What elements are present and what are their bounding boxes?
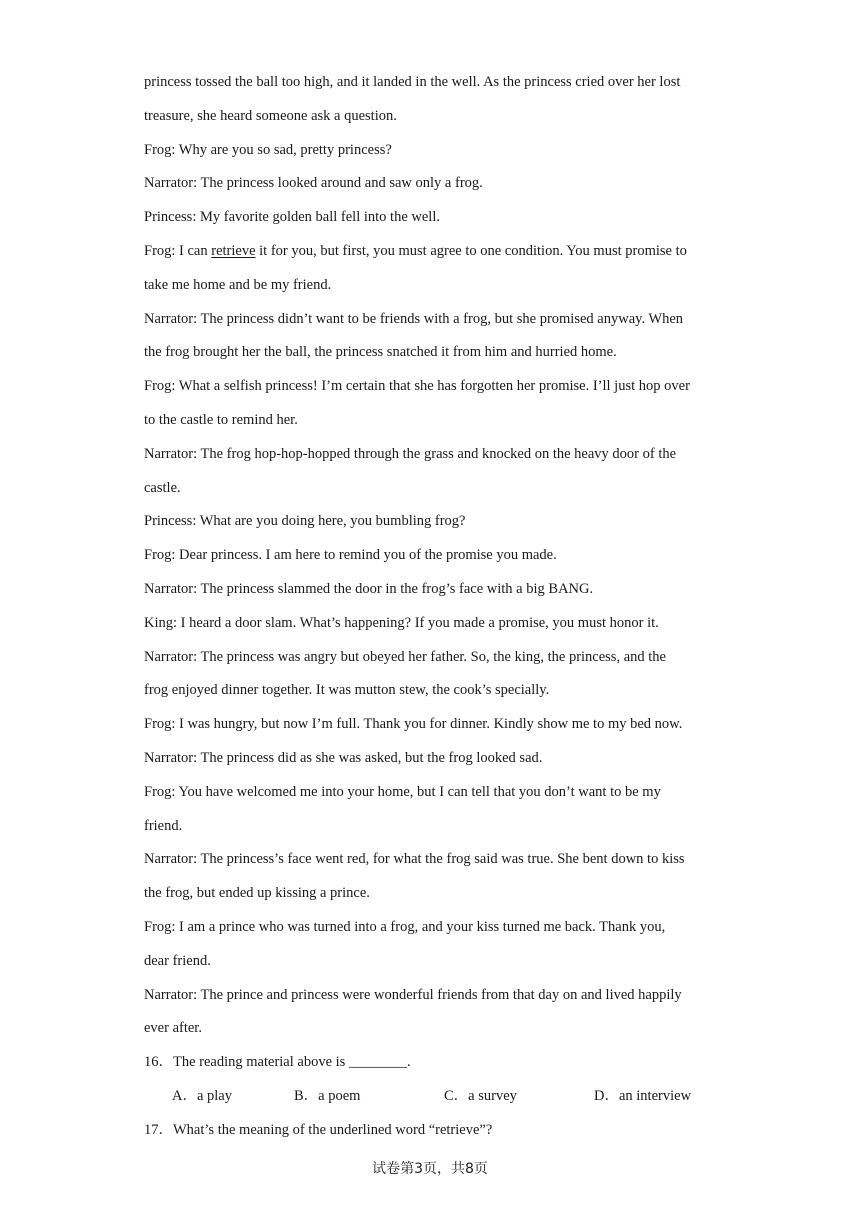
story-line: ever after. xyxy=(144,1020,202,1037)
story-line: frog enjoyed dinner together. It was mutton stew, the cook’s specially. xyxy=(144,682,550,699)
story-line: Narrator: The princess did as she was asked, but the frog looked sad. xyxy=(144,749,543,766)
story-line: princess tossed the ball too high, and it landed in the well. As the princess cried over her lost xyxy=(144,74,681,90)
page-footer: 试卷第3页，共8页 xyxy=(372,1161,488,1177)
story-line: the frog, but ended up kissing a prince. xyxy=(144,885,370,902)
story-line: Frog: Dear princess. I am here to remind you of the promise you made. xyxy=(144,547,557,564)
story-line: Narrator: The princess slammed the door in the frog’s face with a big BANG. xyxy=(144,580,594,597)
story-line: take me home and be my friend. xyxy=(144,276,332,293)
story-line: Narrator: The princess’s face went red, for what the frog said was true. She bent down to kiss xyxy=(144,851,685,868)
underlined-word: retrieve xyxy=(211,242,256,259)
question-16: 16．The reading material above is ________. xyxy=(144,1054,411,1071)
line-text: it for you, but first, you must agree to one condition. You must promise to xyxy=(255,242,687,259)
story-line: Frog: What a selfish princess! I’m certain that she has forgotten her promise. I’ll just hop over xyxy=(144,378,690,395)
option-c[interactable]: C．a survey xyxy=(444,1087,517,1104)
story-line: Narrator: The princess was angry but obeyed her father. So, the king, the princess, and the xyxy=(144,648,666,665)
story-line: Narrator: The frog hop-hop-hopped through the grass and knocked on the heavy door of the xyxy=(144,445,677,462)
story-line: dear friend. xyxy=(144,952,211,969)
line-text: Frog: I can xyxy=(144,242,212,259)
story-line: Narrator: The princess looked around and saw only a frog. xyxy=(144,175,483,192)
story-line: Princess: My favorite golden ball fell into the well. xyxy=(144,209,440,226)
story-line: Narrator: The prince and princess were wonderful friends from that day on and lived happily xyxy=(144,986,682,1003)
story-line: Frog: Why are you so sad, pretty princess? xyxy=(144,141,392,158)
story-line: Narrator: The princess didn’t want to be friends with a frog, but she promised anyway. When xyxy=(144,310,684,327)
question-16-options xyxy=(144,1080,724,1114)
story-line: Frog: I was hungry, but now I’m full. Thank you for dinner. Kindly show me to my bed now. xyxy=(144,716,683,733)
story-line: to the castle to remind her. xyxy=(144,411,298,428)
story-line: Frog: You have welcomed me into your home, but I can tell that you don’t want to be my xyxy=(144,783,661,800)
option-b[interactable]: B．a poem xyxy=(294,1087,361,1104)
story-line: Frog: I am a prince who was turned into a frog, and your kiss turned me back. Thank you, xyxy=(144,918,666,935)
story-line: friend. xyxy=(144,817,183,834)
story-line: the frog brought her the ball, the princess snatched it from him and hurried home. xyxy=(144,344,617,361)
story-line: King: I heard a door slam. What’s happening? If you made a promise, you must honor it. xyxy=(144,614,659,631)
story-line: treasure, she heard someone ask a question. xyxy=(144,107,397,124)
story-line: Princess: What are you doing here, you bumbling frog? xyxy=(144,513,466,530)
option-d[interactable]: D．an interview xyxy=(594,1087,692,1104)
option-a[interactable]: A．a play xyxy=(172,1087,232,1104)
question-17: 17．What’s the meaning of the underlined word “retrieve”? xyxy=(144,1121,493,1138)
document-body xyxy=(144,66,724,1148)
story-line: castle. xyxy=(144,479,181,496)
story-line xyxy=(144,235,724,269)
